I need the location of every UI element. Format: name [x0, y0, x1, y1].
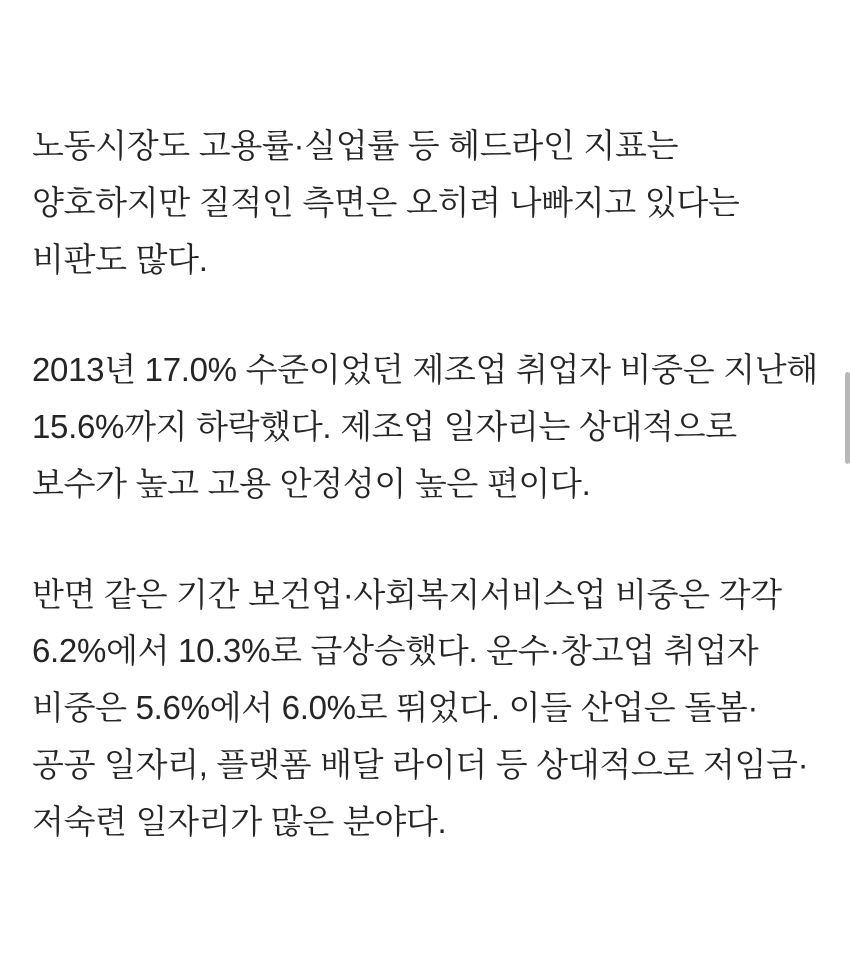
- article-paragraph: 2013년 17.0% 수준이었던 제조업 취업자 비중은 지난해 15.6%까지 하락했다. 제조업 일자리는 상대적으로 보수가 높고 고용 안정성이 높은 편이다.: [32, 351, 818, 502]
- scrollbar-thumb[interactable]: [845, 372, 850, 464]
- article-paragraph: 반면 같은 기간 보건업·사회복지서비스업 비중은 각각 6.2%에서 10.3%로 급상승했다. 운수·창고업 취업자 비중은 5.6%에서 6.0%로 뛰었다. 이들 산업은 돌봄·공공 일자리, 플랫폼 배달 라이더 등 상대적으로 저임금·저숙련 일자리가 많은 분야다.: [32, 575, 809, 840]
- vertical-scrollbar[interactable]: [844, 0, 850, 956]
- article-paragraph: 노동시장도 고용률·실업률 등 헤드라인 지표는 양호하지만 질적인 측면은 오히려 나빠지고 있다는 비판도 많다.: [32, 127, 740, 278]
